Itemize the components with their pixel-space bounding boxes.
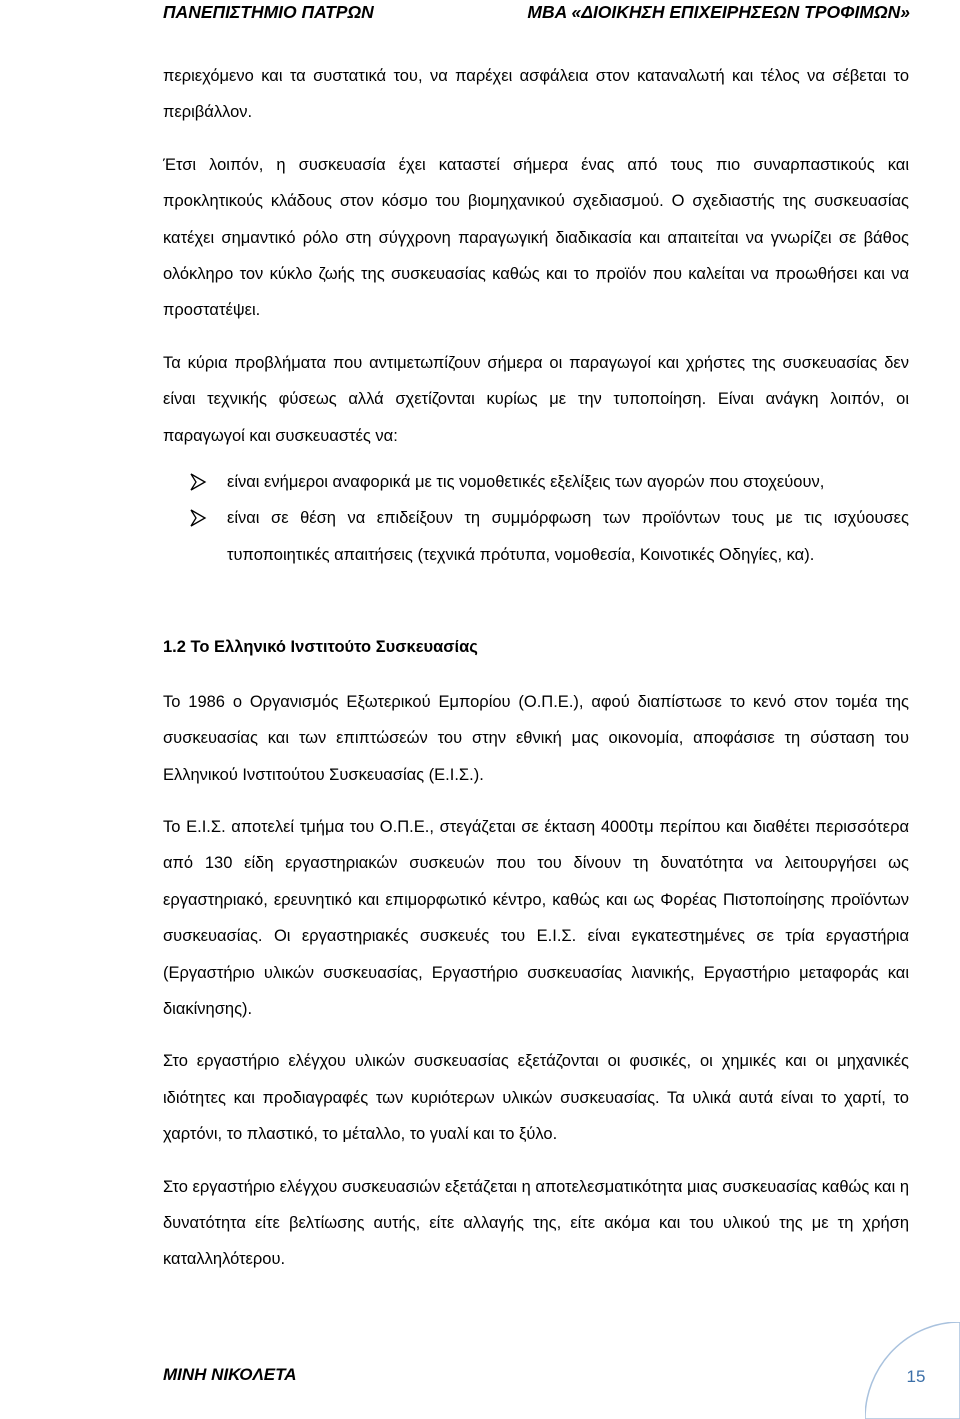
paragraph: Το Ε.Ι.Σ. αποτελεί τμήμα του Ο.Π.Ε., στεγάζεται σε έκταση 4000τμ περίπου και διαθέτει περισσότερα από 130 είδη εργαστηριακών συσκευών που του δίνουν τη δυνατότητα να λειτουργήσει ως εργαστηριακό, ερευνητικό και επιμορφωτικό κέντρο, καθώς και ως Φορέας Πιστοποίησης προϊόντων συσκευασίας. Οι εργαστηριακές συσκευές του Ε.Ι.Σ. είναι εγκατεστημένες σε τρία εργαστήρια (Εργαστήριο υλικών συσκευασίας, Εργαστήριο συσκευασίας λιανικής, Εργαστήριο μεταφοράς και διακίνησης). <box>163 817 909 1018</box>
paragraph: περιεχόμενο και τα συστατικά του, να παρέχει ασφάλεια στον καταναλωτή και τέλος να σέβεται το περιβάλλον. <box>163 67 909 122</box>
page-header <box>163 0 910 24</box>
arrow-bullet-icon <box>189 509 207 527</box>
header-university: ΠΑΝΕΠΙΣΤΗΜΙΟ ΠΑΤΡΩΝ <box>163 1 374 22</box>
paragraph: Έτσι λοιπόν, η συσκευασία έχει καταστεί σήμερα ένας από τους πιο συναρπαστικούς και προκλητικούς κλάδους στον κόσμο του βιομηχανικού σχεδιασμού. Ο σχεδιαστής της συσκευασίας κατέχει σημαντικό ρόλο στη σύγχρονη παραγωγική διαδικασία και απαιτείται να γνωρίζει σε βάθος ολόκληρο τον κύκλο ζωής της συσκευασίας καθώς και το προϊόν που καλείται να προωθήσει και να προστατέψει. <box>163 155 909 320</box>
header-program: MBA «ΔΙΟΙΚΗΣΗ ΕΠΙΧΕΙΡΗΣΕΩΝ ΤΡΟΦΙΜΩΝ» <box>527 1 910 22</box>
arrow-bullet-icon <box>189 473 207 491</box>
requirements-list <box>163 464 909 573</box>
list-item-text: είναι ενήμεροι αναφορικά με τις νομοθετικές εξελίξεις των αγορών που στοχεύουν, <box>227 473 825 492</box>
paragraph: Το 1986 ο Οργανισμός Εξωτερικού Εμπορίου (Ο.Π.Ε.), αφού διαπίστωσε το κενό στον τομέα της συσκευασίας και των επιπτώσεών του στην εθνική μας οικονομία, αποφάσισε τη σύσταση του Ελληνικού Ινστιτούτου Συσκευασίας (Ε.Ι.Σ.). <box>163 692 909 784</box>
page-body <box>163 58 909 1294</box>
paragraph: Στο εργαστήριο ελέγχου συσκευασιών εξετάζεται η αποτελεσματικότητα μιας συσκευασίας καθώς και η δυνατότητα είτε βελτίωσης αυτής, είτε αλλαγής της, είτε ακόμα και του υλικού της με τη χρήση καταλληλότερου. <box>163 1177 909 1269</box>
paragraph: Στο εργαστήριο ελέγχου υλικών συσκευασίας εξετάζονται οι φυσικές, οι χημικές και οι μηχανικές ιδιότητες και προδιαγραφές των κυριότερων υλικών συσκευασίας. Τα υλικά αυτά είναι το χαρτί, το χαρτόνι, το πλαστικό, το μέταλλο, το γυαλί και το ξύλο. <box>163 1052 909 1144</box>
list-item <box>163 464 909 500</box>
paragraph: Τα κύρια προβλήματα που αντιμετωπίζουν σήμερα οι παραγωγοί και χρήστες της συσκευασίας δεν είναι τεχνικής φύσεως αλλά σχετίζονται κυρίως με την τυποποίηση. Είναι ανάγκη λοιπόν, οι παραγωγοί και συσκευαστές να: <box>163 353 909 445</box>
list-item <box>163 500 909 573</box>
page-number: 15 <box>906 1367 926 1386</box>
footer-author: ΜΙΝΗ ΝΙΚΟΛΕΤΑ <box>163 1365 297 1384</box>
section-heading: 1.2 Το Ελληνικό Ινστιτούτο Συσκευασίας <box>163 638 478 657</box>
list-item-text: είναι σε θέση να επιδείξουν τη συμμόρφωση των προϊόντων τους με τις ισχύουσες τυποποιητικές απαιτήσεις (τεχνικά πρότυπα, νομοθεσία, Κοινοτικές Οδηγίες, κα). <box>227 509 909 564</box>
